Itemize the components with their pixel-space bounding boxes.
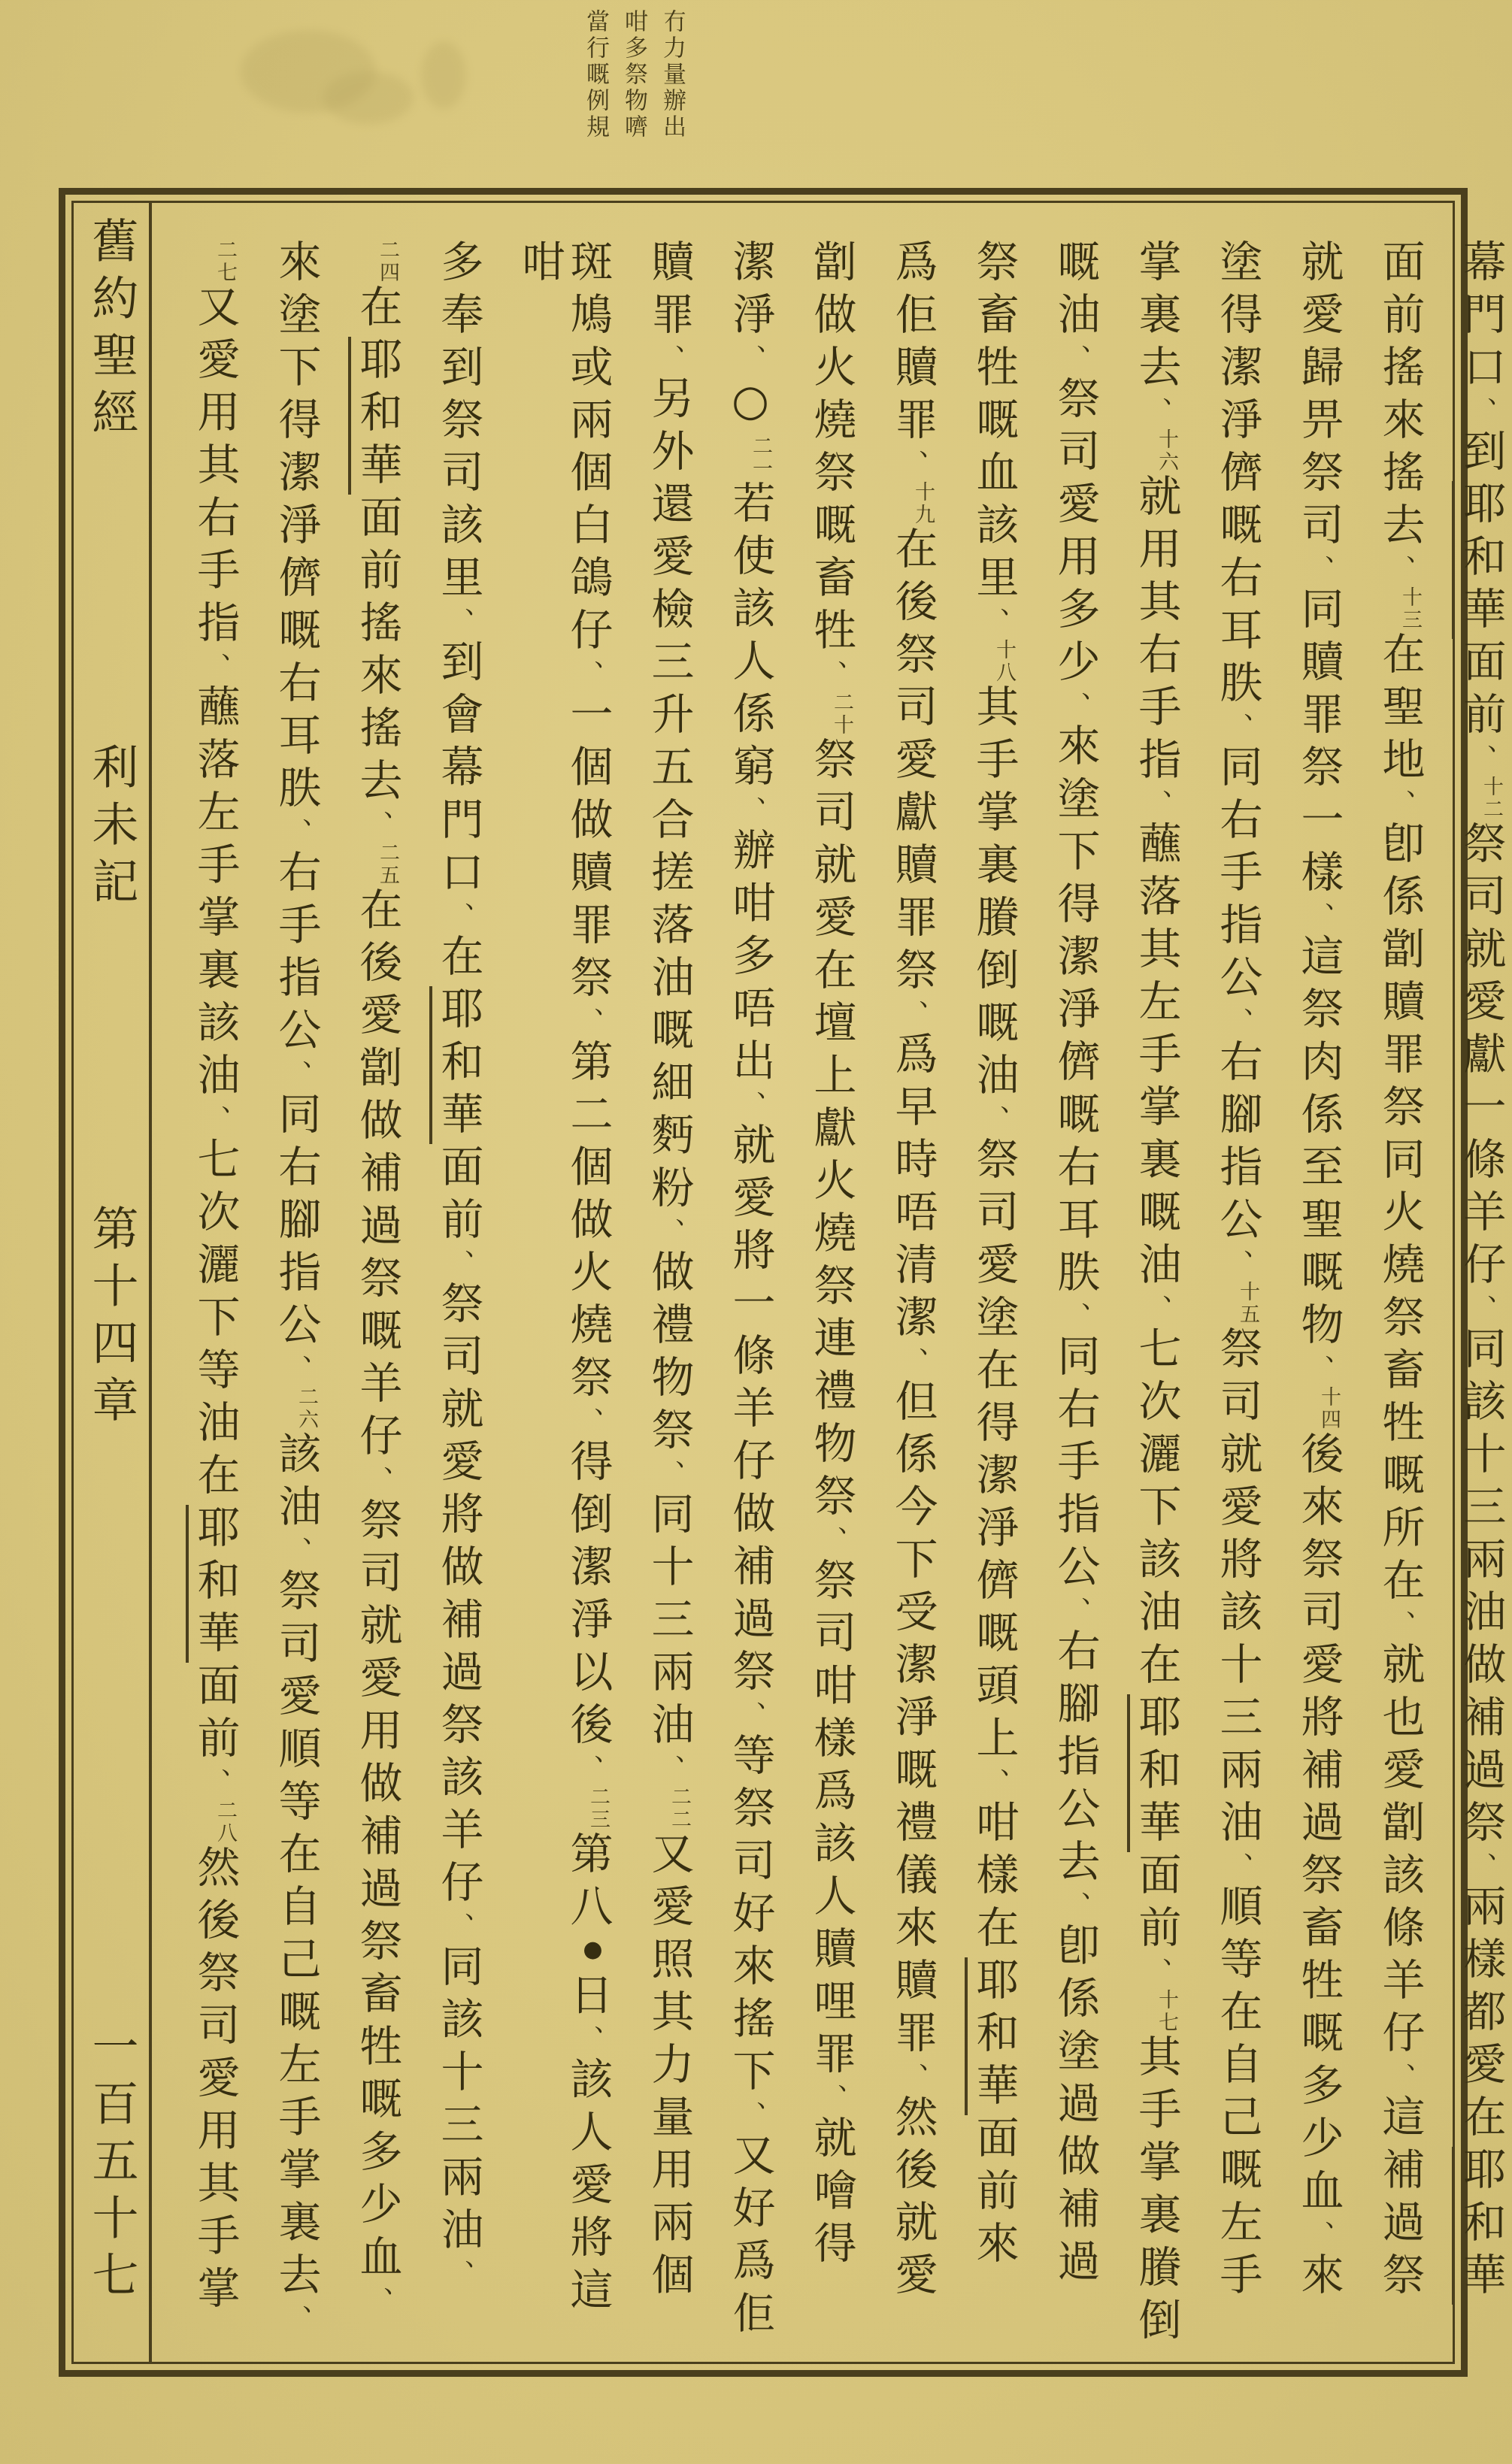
ideographic-comma: 、 — [444, 902, 474, 934]
text-run: 在 — [434, 934, 483, 986]
text-run: 卽係劏贖罪祭同火燒祭畜牲嘅所在 — [1375, 821, 1425, 1610]
divine-name: 耶和華 — [1127, 1694, 1181, 1852]
text-run: 順等在自己嘅左手 — [1213, 1884, 1262, 2305]
text-run: 兩樣都愛在 — [1456, 1884, 1506, 2147]
ink-dot: ● — [580, 1936, 606, 1972]
text-run: 第八 — [563, 1831, 613, 1936]
ideographic-comma: 、 — [1385, 789, 1416, 821]
ideographic-comma: 、 — [281, 1536, 312, 1568]
ideographic-comma: 、 — [573, 660, 604, 692]
ideographic-comma: 、 — [898, 1347, 929, 1379]
text-column — [516, 239, 612, 2362]
text-run: 辦咁多唔出 — [726, 828, 775, 1091]
text-run: 一個做贖罪祭 — [563, 692, 613, 1007]
ideographic-comma: 、 — [654, 1218, 685, 1249]
page-frame-inner — [71, 201, 1506, 2364]
verse-number: 二十 — [830, 692, 853, 737]
text-run: 其手掌裏賸倒嘅油 — [969, 684, 1019, 1105]
verse-number: 二六 — [295, 1386, 318, 1431]
text-column — [726, 239, 774, 2362]
marginal-note-column: 冇力量辦出 — [659, 9, 686, 141]
text-run: 同右手指公 — [1050, 1333, 1100, 1597]
ideographic-comma: 、 — [1466, 1294, 1497, 1326]
ideographic-comma: 、 — [573, 1007, 604, 1039]
ideographic-comma: 、 — [979, 607, 1010, 639]
text-column — [435, 239, 483, 2362]
verse-number: 十七 — [1155, 1989, 1178, 2034]
text-run: 就也愛劏該條羊仔 — [1375, 1642, 1425, 2063]
ideographic-comma: 、 — [200, 1768, 231, 1800]
text-run: 在聖地 — [1375, 631, 1425, 789]
marginal-note-column: 當行嘅例規 — [582, 9, 609, 141]
ideographic-comma: 、 — [444, 2260, 474, 2291]
text-run: 祭司咁樣爲該人贖哩罪 — [807, 1557, 856, 2084]
text-run: 就愛將一條羊仔做補過祭 — [726, 1122, 775, 1701]
ideographic-comma: 、 — [898, 1000, 929, 1031]
ideographic-comma: 、 — [817, 1526, 847, 1557]
ideographic-comma: 、 — [1060, 344, 1091, 376]
text-run: 然後祭司愛用其手掌 — [190, 1845, 240, 2318]
verse-number: 二八 — [214, 1800, 237, 1845]
ideographic-comma: 、 — [735, 344, 766, 376]
text-run: 來 — [1294, 2252, 1344, 2305]
text-run: 蘸落左手掌裏該油 — [190, 684, 240, 1105]
text-run: 但係今下受潔淨嘅禮儀來贖罪 — [888, 1379, 938, 2063]
text-run: 在後愛劏做補過祭嘅羊仔 — [353, 887, 402, 1466]
text-run: 祭司就愛在壇上獻火燒祭連禮物祭 — [807, 737, 856, 1526]
ideographic-comma: 、 — [1304, 555, 1335, 586]
ideographic-comma: 、 — [281, 2305, 312, 2336]
ideographic-comma: 、 — [200, 1105, 231, 1137]
text-column — [645, 239, 693, 2362]
verse-number: 十八 — [992, 639, 1016, 684]
text-run: 第二個做火燒祭 — [563, 1039, 613, 1407]
text-run: 來塗下得潔淨儕嘅右耳胅 — [1050, 723, 1100, 1302]
text-run: 祭司就愛將做補過祭該羊仔 — [434, 1281, 483, 1912]
ideographic-comma: 、 — [573, 1754, 604, 1786]
text-column — [1295, 239, 1343, 2362]
text-run: 在後祭司愛獻贖罪祭 — [888, 526, 938, 1000]
text-run: 右手指公 — [271, 849, 321, 1060]
ideographic-comma: 、 — [444, 1249, 474, 1281]
text-run: 面前搖來搖去 — [353, 495, 402, 810]
text-run: 到會幕門口 — [434, 639, 483, 902]
chapter-title: 第十四章 — [84, 1204, 139, 1433]
verse-number: 十六 — [1155, 428, 1178, 474]
text-run: 然後就愛 — [888, 2094, 938, 2305]
text-run: 七次灑下該油在 — [1132, 1326, 1181, 1694]
ideographic-comma: 、 — [200, 652, 231, 684]
text-run: 多奉到祭司該里 — [434, 239, 483, 607]
text-run: 又愛用其右手指 — [190, 284, 240, 652]
text-run: 祭司就愛獻一條羊仔 — [1456, 821, 1506, 1294]
text-run: 面前 — [190, 1663, 240, 1768]
ideographic-comma: 、 — [281, 1355, 312, 1386]
verse-number: 二一 — [749, 435, 772, 480]
verse-number: 二四 — [376, 239, 399, 284]
ideographic-comma: 、 — [735, 2101, 766, 2133]
text-run: 在 — [353, 284, 402, 337]
ideographic-comma: 、 — [1385, 2063, 1416, 2094]
text-run: 另外還愛檢三升五合搓落油嘅細麪粉 — [644, 376, 694, 1218]
ideographic-comma: 、 — [1466, 1852, 1497, 1884]
text-run: 就愛歸畀祭司 — [1294, 239, 1344, 555]
page-smudge — [421, 41, 466, 109]
text-area — [152, 203, 1512, 2362]
ideographic-comma: 、 — [1141, 397, 1172, 428]
text-run: 若使該人係窮 — [726, 480, 775, 796]
text-run: 塗得潔淨儕嘅右耳胅 — [1213, 239, 1262, 713]
text-run: 咁樣在 — [969, 1800, 1019, 1957]
divine-name: 耶和華 — [965, 1957, 1019, 2115]
text-run: 蘸落其左手掌裏嘅油 — [1132, 821, 1181, 1294]
text-run: 到 — [1456, 428, 1506, 481]
ideographic-comma: 、 — [735, 1091, 766, 1122]
verse-number: 二五 — [376, 842, 399, 887]
text-run: 面前來 — [969, 2115, 1019, 2273]
ideographic-comma: 、 — [1304, 902, 1335, 934]
text-run: 七次灑下等油在 — [190, 1137, 240, 1505]
ideographic-comma: 、 — [654, 1754, 685, 1786]
book-title: 舊約聖經 — [84, 216, 139, 445]
text-column — [808, 239, 856, 2362]
text-run: 其手掌裏賸倒 — [1132, 2034, 1181, 2350]
text-run: 做禮物祭 — [644, 1249, 694, 1460]
text-run: 祭司愛塗在得潔淨儕嘅頭上 — [969, 1137, 1019, 1768]
text-run: 同右腳指公 — [271, 1091, 321, 1355]
ideographic-comma: 、 — [1223, 1852, 1253, 1884]
verse-number: 二二 — [668, 1786, 691, 1831]
ideographic-comma: 、 — [1141, 1957, 1172, 1989]
text-run: 爲佢贖罪 — [888, 239, 938, 450]
ideographic-comma: 、 — [735, 1701, 766, 1733]
ideographic-comma: 、 — [362, 2287, 393, 2318]
ideographic-comma: 、 — [444, 607, 474, 639]
ideographic-comma: 、 — [1385, 555, 1416, 586]
ideographic-comma: 、 — [654, 1460, 685, 1491]
text-column — [970, 239, 1018, 2362]
text-run: 斑鳩或兩個白鴿仔 — [563, 239, 613, 660]
ideographic-comma: 、 — [654, 344, 685, 376]
divine-name: 耶和華 — [1452, 2147, 1506, 2305]
text-run: 劏做火燒祭嘅畜牲 — [807, 239, 856, 660]
ideographic-comma: 、 — [444, 1912, 474, 1944]
ideographic-comma: 、 — [817, 660, 847, 692]
text-run: 等祭司好來搖下 — [726, 1733, 775, 2101]
section-title: 利未記 — [84, 743, 139, 914]
text-column — [353, 239, 401, 2362]
text-run: 掌裏去 — [1132, 239, 1181, 397]
text-column — [191, 239, 239, 2362]
text-run: 潔淨 — [726, 239, 775, 344]
divine-name: 耶和華 — [186, 1505, 240, 1663]
text-run: 該油 — [271, 1431, 321, 1536]
text-run: ○ — [726, 376, 775, 435]
text-run: 同該十三兩油 — [434, 1944, 483, 2260]
ideographic-comma: 、 — [1385, 1610, 1416, 1642]
page-smudge — [323, 71, 414, 124]
page-number: 一百五十七 — [84, 2022, 139, 2308]
ideographic-comma: 、 — [1466, 744, 1497, 776]
text-run: 祭司愛順等在自己嘅左手掌裏去 — [271, 1568, 321, 2305]
text-run: 面前 — [1456, 639, 1506, 744]
verse-number: 十三 — [1398, 586, 1422, 631]
text-run: 面前 — [1132, 1852, 1181, 1957]
verse-number: 十五 — [1236, 1281, 1259, 1326]
ideographic-comma: 、 — [898, 2063, 929, 2094]
ideographic-comma: 、 — [735, 796, 766, 828]
ideographic-comma: 、 — [1223, 1249, 1253, 1281]
text-run: 右腳指公去 — [1050, 1628, 1100, 1891]
ideographic-comma: 、 — [1060, 1302, 1091, 1333]
title-column — [74, 203, 152, 2362]
text-run: 又好爲佢 — [726, 2133, 775, 2343]
text-run: 祭司愛用多少 — [1050, 376, 1100, 692]
text-run: 又愛照其力量用兩個 — [644, 1831, 694, 2305]
text-run: 爲早時唔清潔 — [888, 1031, 938, 1347]
text-run: 幕門口 — [1456, 239, 1506, 397]
ideographic-comma: 、 — [1304, 1355, 1335, 1386]
ideographic-comma: 、 — [979, 1768, 1010, 1800]
divine-name: 耶和華 — [1452, 481, 1506, 639]
ideographic-comma: 、 — [573, 2025, 604, 2057]
text-column — [272, 239, 320, 2362]
marginal-note — [535, 9, 686, 141]
verse-number: 十九 — [911, 481, 935, 526]
ideographic-comma: 、 — [1223, 1007, 1253, 1039]
text-run: 祭司就愛將該十三兩油 — [1213, 1326, 1262, 1852]
divine-name: 耶和華 — [348, 337, 402, 495]
verse-number: 十四 — [1317, 1386, 1341, 1431]
text-run: 面前搖來搖去 — [1375, 239, 1425, 555]
ideographic-comma: 、 — [817, 2084, 847, 2115]
text-run: 嘅油 — [1050, 239, 1100, 344]
text-run: 就噲得 — [807, 2115, 856, 2273]
ideographic-comma: 、 — [1060, 692, 1091, 723]
ideographic-comma: 、 — [898, 450, 929, 481]
text-run: 該人愛將這咁 — [515, 239, 613, 2320]
text-column — [1376, 239, 1424, 2362]
text-run: 祭司就愛用做補過祭畜牲嘅多少血 — [353, 1497, 402, 2287]
text-run: 日 — [563, 1972, 613, 2025]
ideographic-comma: 、 — [281, 818, 312, 849]
text-column — [1457, 239, 1505, 2362]
text-run: 祭畜牲嘅血該里 — [969, 239, 1019, 607]
text-run: 得倒潔淨以後 — [563, 1439, 613, 1754]
ideographic-comma: 、 — [1304, 2220, 1335, 2252]
ideographic-comma: 、 — [281, 1060, 312, 1091]
text-column — [1051, 239, 1099, 2362]
ideographic-comma: 、 — [1060, 1891, 1091, 1923]
verse-number: 十二 — [1480, 776, 1503, 821]
divine-name: 耶和華 — [429, 986, 483, 1144]
text-column — [1132, 239, 1180, 2362]
ideographic-comma: 、 — [979, 1105, 1010, 1137]
text-run: 就用其右手指 — [1132, 474, 1181, 789]
text-run: 右腳指公 — [1213, 1039, 1262, 1249]
ideographic-comma: 、 — [1466, 397, 1497, 428]
ideographic-comma: 、 — [1141, 1294, 1172, 1326]
text-run: 這補過祭 — [1375, 2094, 1425, 2305]
text-run: 同該十三兩油做補過祭 — [1456, 1326, 1506, 1852]
text-run: 後來祭司愛將補過祭畜牲嘅多少血 — [1294, 1431, 1344, 2220]
text-column — [1214, 239, 1262, 2362]
marginal-note-column: 咁多祭物嚌 — [620, 9, 647, 141]
text-run: 這祭肉係至聖嘅物 — [1294, 934, 1344, 1355]
text-run: 面前 — [434, 1144, 483, 1249]
ideographic-comma: 、 — [362, 810, 393, 842]
text-run: 卽係塗過做補過 — [1050, 1923, 1100, 2291]
ideographic-comma: 、 — [1141, 789, 1172, 821]
verse-number: 二三 — [586, 1786, 610, 1831]
text-run: 贖罪 — [644, 239, 694, 344]
ideographic-comma: 、 — [1223, 713, 1253, 744]
verse-number: 二七 — [214, 239, 237, 284]
ideographic-comma: 、 — [1060, 1597, 1091, 1628]
text-column — [889, 239, 937, 2362]
text-run: 同十三兩油 — [644, 1491, 694, 1754]
text-run: 同右手指公 — [1213, 744, 1262, 1007]
ideographic-comma: 、 — [362, 1466, 393, 1497]
text-run: 來塗下得潔淨儕嘅右耳胅 — [271, 239, 321, 818]
page-frame — [59, 188, 1506, 2377]
ideographic-comma: 、 — [573, 1407, 604, 1439]
text-run: 同贖罪祭一樣 — [1294, 586, 1344, 902]
